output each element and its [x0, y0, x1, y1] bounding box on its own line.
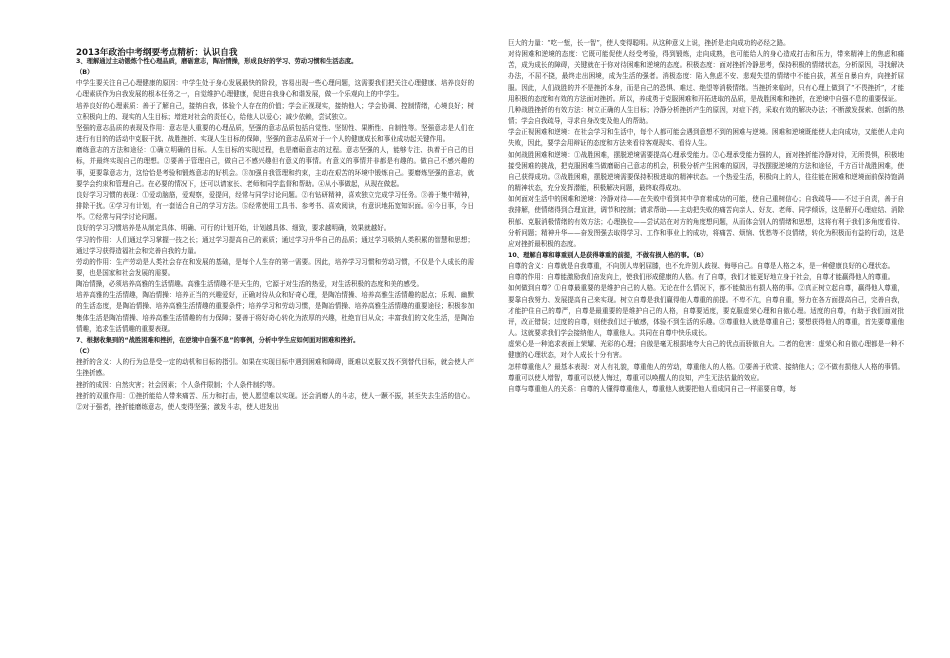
section-heading: 10、理解自尊和尊重别人是获得尊重的前提，不做有损人格的事。（B）	[508, 251, 708, 259]
paragraph: 怎样尊重他人？最基本表现：对人有礼貌，尊重他人的劳动，尊重他人的人格。①要善于欣赏、接纳他人；②不做有损他人人格的事情。尊重可以使人增智，尊重可以使人悔过，尊重可以唤醒人的良知，产生无法估量的效应。	[508, 362, 904, 382]
answer-level: （C）	[76, 348, 94, 356]
paragraph: 学会正视困难和逆境：在社会学习和生活中，每个人都可能会遇到意想不到的困难与逆境。困难和逆境既能使人走向成功，又能使人走向失败，因此，要学会用辩证的态度和方法来看待客观现实、看待人生。	[508, 128, 904, 148]
paragraph: 挫折的成因：自然灾害；社会因素；个人条件限制；个人条件制约等。	[76, 380, 279, 389]
paragraph: 磨练意志的方法和途径：①确立明确的目标。人生目标的实现过程，也是磨砺意志的过程。意志坚强的人，能够专注、执着于自己的目标，并最终实现自己的理想。②要善于管理自己，做自己不感兴趣但有意义的事情。有意义的事情并非都是有趣的。做自己不感兴趣的事，更要靠意志力，这恰恰是考验和锻炼意志的好机会。③加强自我管理和约束，主动在艰苦的环境中锻炼自己。要磨炼坚强的意志，就要学会约束和管理自己。在必要的情况下，还可以请家长、老师和同学监督和帮助。④从小事做起，从现在做起。	[76, 146, 474, 188]
paragraph: 坚强的意志品质的表现及作用：意志是人重要的心理品质，坚强的意志品质包括自觉性、坚韧性、果断性、自制性等。坚强意志是人们在进行有目的的活动中克服干扰、战胜挫折、实现人生目标的保障，坚强的意志品质对于一个人的健康成长和事业成功起关键作用。	[76, 123, 474, 144]
section-heading: 7、根据收集到的“战胜困难和挫折，在逆境中自强不息”的事例，分析中学生应如何面对困难和挫折。	[76, 336, 360, 344]
answer-level: （B）	[76, 69, 94, 77]
paragraph: 自尊的含义：自尊就是自我尊重，不向别人卑躬屈膝，也不允许别人歧视、侮辱自己。自尊是人格之本，是一种健康良好的心理状态。	[508, 262, 895, 271]
paragraph: 挫折的双重作用：①挫折能给人带来痛苦、压力和打击，使人愿望难以实现。还会消磨人的斗志，使人一蹶不振，甚至失去生活的信心。②对于强者，挫折能磨练意志，使人变得坚强；激发斗志，使人进发出	[76, 391, 474, 411]
paragraph: 培养高雅的生活情趣，陶冶情操：培养正当的兴趣爱好，正确对待从众和好奇心理，是陶冶情操、培养高雅生活情趣的起点；乐观、幽默的生活态度，是陶冶情操、培养高雅生活情趣的重要条件；培养学习和劳动习惯，是陶冶情操、培养高雅生活情趣的重要途径；积极参加集体生活是陶冶情操、培养高雅生活情趣的有力保障；要善于将好奇心转化为浓厚的兴趣，杜绝盲目从众；丰富我们的文化生活，是陶冶情趣，追求生活情趣的重要表现。	[76, 291, 474, 333]
paragraph: 虚荣心是一种追求表面上荣耀、光彩的心理；自傲是毫无根据地夸大自己的优点而骄傲自大。二者的危害：虚荣心和自傲心理都是一种不健康的心理状态，对个人成长十分有害。	[508, 340, 904, 360]
paragraph: 几种战胜挫折的有效方法：树立正确的人生目标；冷静分析挫折产生的原因，对症下药，采取有效的解决办法；不断激发探索、创新的热情；学会自我疏导，寻求自身改变及他人的帮助。	[508, 105, 904, 126]
left-column	[76, 56, 474, 652]
paragraph: 培养良好的心理素质：善于了解自己，接纳自我，体验个人存在的价值；学会正视现实，接纳他人；学会协调、控制情绪，心境良好；树立积极向上的、现实的人生目标；增进对社会的责任心，给他人以爱心；减少依赖，尝试独立。	[76, 101, 474, 121]
right-column	[508, 38, 904, 652]
section-heading: 3、理解通过主动锻炼个性心理品质，磨砺意志，陶冶情操，形成良好的学习、劳动习惯和生活态度。	[76, 58, 358, 65]
page-title: 2013年政治中考纲要考点精析：认识自我	[76, 48, 238, 58]
paragraph: 自尊与尊重他人的关系：自尊的人懂得尊重他人，尊重他人就要把他人看成同自己一样需要自尊，每	[508, 384, 797, 393]
paragraph: 挫折的含义：人的行为总是受一定的动机和目标的指引。如果在实现目标中遇到困难和障碍，既难以克服又找不到替代目标，就会使人产生挫折感。	[76, 358, 474, 378]
paragraph: 自尊的作用：自尊能激励我们奋发向上，使我们形成健康的人格。有了自尊，我们才能更好地立身于社会，自尊才能赢得他人的尊重。	[508, 273, 895, 282]
paragraph: 对待困难和逆境的态度：它既可能促使人经受考验，得到锻炼，走向成熟，也可能给人的身心造成打击和压力，带来精神上的焦虑和痛苦，成为成长的障碍，关键就在于你对待困难和逆境的态度。积极态度：面对挫折冷静思考，保持积极的情绪状态，分析原因，寻找解决办法，不屈不挠，最终走出困境，成为生活的强者。消极态度：陷入焦虑不安、悲观失望的情绪中不能自拔，甚至自暴自弃，向挫折屈服。因此，人们战胜的并不是挫折本身，而是自己的恐惧、难过、绝望等消极情绪。当挫折来临时，只有心理上做到了“不畏挫折”，才能用积极的态度和有效的方法面对挫折。所以，养成勇于克服困难和开拓进取的品质，是战胜困难和挫折，在逆境中自强不息的重要保证。	[508, 50, 904, 103]
paragraph: 良好的学习习惯培养是从制定具体、明确、可行的计划开始，计划越具体、细致，要求越明确，效果就越好。	[76, 224, 391, 233]
paragraph: 巨大的力量：“吃一堑，长一智”，使人变得聪明。从这种意义上说，挫折是走向成功的必经之路。	[508, 39, 790, 47]
paragraph: 劳动的作用：生产劳动是人类社会存在和发展的基础，是每个人生存的第一需要。因此，培养学习习惯和劳动习惯，不仅是个人成长的需要，也是国家和社会发展的需要。	[76, 257, 474, 277]
paragraph: 良好学习习惯的表现：①爱动脑筋，爱观察，爱提问，经常与同学讨论问题。②有钻研精神，喜欢独立完成学习任务。③善于集中精神，排除干扰。④学习有计划，有一套适合自己的学习方法。⑤经常使用工具书、参考书、喜欢阅读，有意识地拓宽知识面。⑥今日事，今日毕。⑦经常与同学讨论问题。	[76, 190, 474, 222]
paragraph: 陶冶情操，必须培养高雅的生活情趣。高雅生活情趣不是天生的，它源于对生活的热爱，对生活积极的态度和美的感受。	[76, 280, 423, 289]
paragraph: 学习的作用：人们通过学习掌握一技之长；通过学习提高自己的素质；通过学习升华自己的品质；通过学习吸纳人类积累的智慧和思想；通过学习获得造福社会和完善自我的力量。	[76, 235, 474, 255]
paragraph: 如何战胜困难和逆境：①战胜困难，摆脱逆境需要提高心理承受能力。②心理承受能力强的人，面对挫折能冷静对待，无所畏惧，积极地接受困难的挑战，把克服困难当做磨砺自己意志的机会，积极分析产生困难的原因，寻找摆脱逆境的方法和途径，千方百计战胜困难，使自己获得成功。③战胜困难，摆脱逆境需要保持积极进取的精神状态。一个热爱生活，积极向上的人，往往能在困难和逆境面前保持饱满的精神状态，充分发挥潜能，积极解决问题，最终取得成功。	[508, 150, 904, 193]
paragraph: 中学生要关注自己心理健康的原因：中学生处于身心发展最快的阶段，容易出现一些心理问题，这需要我们把关注心理健康、培养良好的心理素质作为自我发展的根本任务之一，自觉维护心理健康，促进自我身心和谐发展，做一个乐观向上的中学生。	[76, 79, 474, 99]
paragraph: 如何面对生活中的困难和逆境：冷静对待——在失败中看到其中孕育着成功的可能，使自己重树信心；自我疏导——不过于自责，善于自我排解，使情绪得到合理宣泄，调节和控制；请求帮助——主动把失败的痛苦向亲人、好友、老师、同学倾诉，这是解开心理症结、消除积郁、克服消极情绪的有效方法；心理换位——尝试站在对方的角度想问题，从而体会别人的情绪和思想，这将有利于我们多角度看待、分析问题；精神升华——奋发图强去取得学习、工作和事业上的成功，将痛苦、烦恼、忧愁等不良情绪，转化为积极而有益的行动，这是应对挫折最积极的态度。	[508, 195, 904, 248]
paragraph: 如何做到自尊？①自尊最重要的是维护自己的人格。无论在什么情况下，都不能做出有损人格的事。②真正树立起自尊，赢得他人尊重，要靠自我努力、发展提高自己来实现。树立自尊是我们赢得他人尊重的前提。不卑不亢，自尊自重，努力在各方面提高自己，完善自我，才能护住自己的尊严，自尊是最重要的是维护自己的人格，自尊要适度，要克服虚荣心理和自傲心理。适度的自尊，有助于我们面对批评，改正错误；过度的自尊，则使我们过于敏感，体验不到生活的乐趣。③尊重他人就是尊重自己；要想获得他人的尊重，首先要尊重他人。这就要求我们学会接纳他人，尊重他人。共同在自尊中快乐成长。	[508, 284, 904, 338]
